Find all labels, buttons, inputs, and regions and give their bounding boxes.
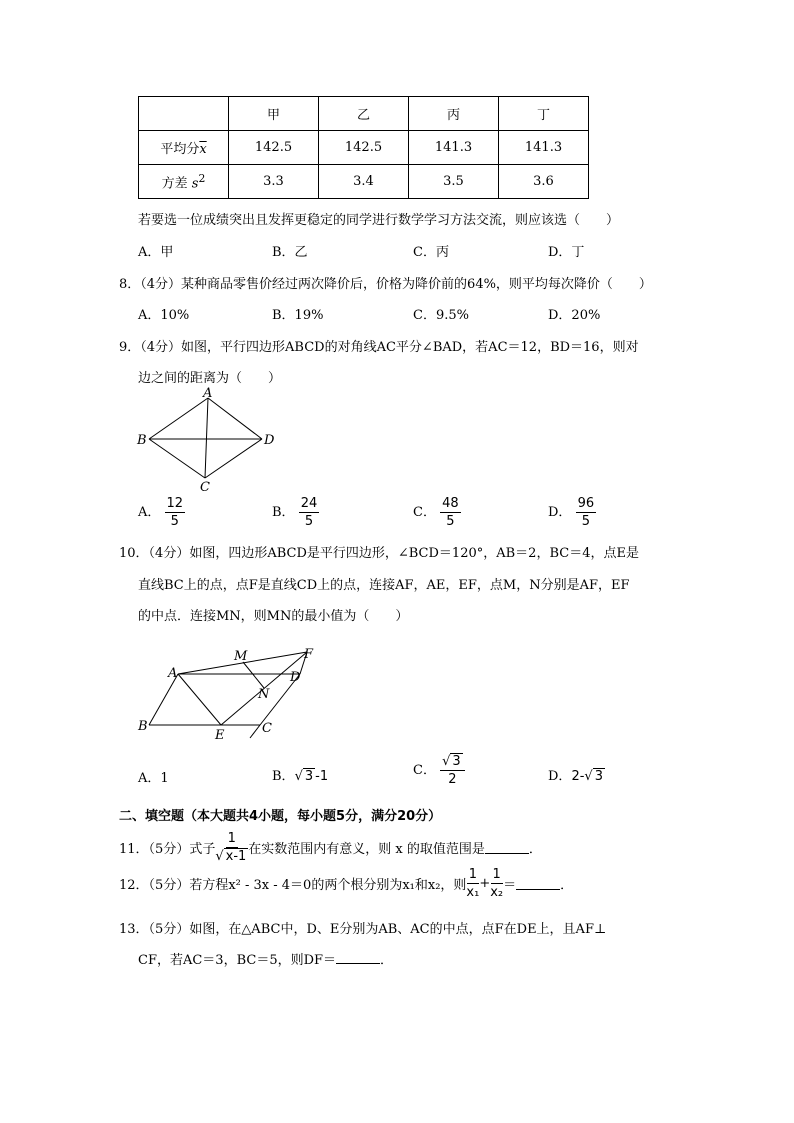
q9-label-c: C <box>200 480 210 494</box>
q7-option-a: A．甲 <box>138 245 174 260</box>
option-letter: B． <box>272 769 295 784</box>
fraction <box>440 497 461 528</box>
q9-option-c <box>413 497 461 528</box>
option-letter: D． <box>548 505 572 520</box>
q12-end: ． <box>560 878 574 893</box>
q13-line1: 13．（5分）如图，在△ABC中，D、E分别为AB、AC的中点，点F在DE上，且AF⊥ <box>119 922 607 937</box>
answer-blank[interactable] <box>485 841 529 854</box>
table-cell: 3.3 <box>229 165 319 199</box>
q8-text: 8．（4分）某种商品零售价经过两次降价后，价格为降价前的64%，则平均每次降价（ ） <box>119 277 652 292</box>
table-header-cell: 乙 <box>319 97 409 131</box>
q12-pre: 12．（5分）若方程x² - 3x - 4＝0的两个根分别为x₁和x₂，则 <box>119 878 467 893</box>
table-header-cell: 丁 <box>499 97 589 131</box>
q11-pre: 11．（5分）式子 <box>119 842 216 857</box>
q10-option-b <box>272 765 328 784</box>
q10-label-f: F <box>304 647 314 662</box>
q13-end: ． <box>380 953 394 968</box>
table-cell: 142.5 <box>229 131 319 165</box>
q9-option-b <box>272 497 319 528</box>
table-row <box>139 131 589 165</box>
fraction-den: 5 <box>304 514 314 529</box>
q10-label-m: M <box>234 649 248 664</box>
q10-option-d <box>548 765 605 784</box>
fraction-den: 5 <box>170 514 179 529</box>
sqrt-expression: √ 3 -1 <box>294 769 329 784</box>
fraction <box>299 497 320 528</box>
q10-label-b: B <box>138 719 148 734</box>
row-label-var: $\overline{x}$ <box>199 142 207 157</box>
radicand: x-1 <box>225 849 247 864</box>
fraction <box>215 832 248 863</box>
table-cell: 3.4 <box>319 165 409 199</box>
fraction-den: 5 <box>581 514 590 529</box>
fraction-num: 1 <box>227 831 236 846</box>
radicand: 3 <box>594 769 603 784</box>
row-label-sup: 2 <box>198 171 206 185</box>
q9-label-a: A <box>203 386 213 401</box>
fraction-num: 12 <box>166 496 184 511</box>
q7-text: 若要选一位成绩突出且发挥更稳定的同学进行数学学习方法交流，则应该选（ ） <box>138 213 620 228</box>
q9-option-a <box>138 497 185 528</box>
radicand: 3 <box>304 769 314 784</box>
table-cell: 141.3 <box>499 131 589 165</box>
q10-label-c: C <box>262 721 272 736</box>
option-letter: A． <box>138 505 161 520</box>
q10-line2: 直线BC上的点，点F是直线CD上的点，连接AF，AE，EF，点M，N分别是AF，EF <box>138 578 630 593</box>
fraction <box>440 755 465 786</box>
fraction <box>466 868 479 899</box>
table-row <box>139 165 589 199</box>
fraction <box>490 868 503 899</box>
q10-label-e: E <box>215 728 225 743</box>
fraction-num: √ 3 <box>440 755 465 771</box>
option-letter: C． <box>413 763 436 778</box>
option-letter: C． <box>413 505 436 520</box>
table-header-row <box>139 97 589 131</box>
fraction-num: 48 <box>442 496 459 511</box>
table-cell: 142.5 <box>319 131 409 165</box>
radicand: 3 <box>452 754 461 769</box>
sqrt-expression: 2-√ 3 <box>571 769 603 784</box>
q13-line2 <box>138 949 393 968</box>
q11-end: ． <box>528 842 542 857</box>
q11-line <box>119 832 542 863</box>
fraction-num: 96 <box>577 496 595 511</box>
q10-figure <box>134 640 324 750</box>
expr-rest: -1 <box>315 769 329 784</box>
table-header-cell: 丙 <box>409 97 499 131</box>
q10-label-n: N <box>258 687 270 702</box>
q8-option-d: D．20% <box>548 308 601 323</box>
q7-option-b: B．乙 <box>272 245 308 260</box>
q10-line3: 的中点．连接MN，则MN的最小值为（ ） <box>138 609 409 624</box>
section-heading: 二、填空题（本大题共4小题，每小题5分，满分20分） <box>119 809 442 824</box>
table-header-cell <box>139 97 229 131</box>
fraction <box>165 497 186 528</box>
q8-option-a: A．10% <box>138 308 190 323</box>
fraction <box>576 497 597 528</box>
option-value: 1 <box>160 771 169 786</box>
option-letter: B． <box>272 505 295 520</box>
answer-blank[interactable] <box>336 951 380 964</box>
q9-line2: 边之间的距离为（ ） <box>138 371 282 386</box>
score-table <box>138 96 589 199</box>
table-header-cell: 甲 <box>229 97 319 131</box>
q10-label-d: D <box>290 670 301 685</box>
q8-option-b: B．19% <box>272 308 324 323</box>
fraction-num: 1 <box>468 867 477 882</box>
q10-option-a <box>138 767 169 786</box>
row-label-variance <box>139 165 229 199</box>
q9-option-d <box>548 497 596 528</box>
row-label-mean <box>139 131 229 165</box>
table-cell: 141.3 <box>409 131 499 165</box>
q9-line1: 9．（4分）如图，平行四边形ABCD的对角线AC平分∠BAD，若AC＝12，BD＝16，则对 <box>119 340 639 355</box>
equals-sign: ＝ <box>503 878 517 893</box>
q9-label-b: B <box>137 433 147 448</box>
fraction-den: 2 <box>448 772 457 787</box>
fraction-num: 1 <box>492 867 501 882</box>
fraction-den: √ x-1 <box>215 849 247 864</box>
answer-blank[interactable] <box>516 877 560 890</box>
q11-post: 在实数范围内有意义，则 x 的取值范围是 <box>248 842 485 857</box>
plus-sign: + <box>479 876 491 891</box>
option-letter: D． <box>548 769 572 784</box>
q10-label-a: A <box>168 666 178 681</box>
row-label-text: 平均分 <box>160 142 200 157</box>
q8-option-c: C．9.5% <box>413 308 469 323</box>
q10-option-c <box>413 755 465 786</box>
row-label-text: 方差 <box>161 176 192 192</box>
fraction-den: x₂ <box>490 885 504 900</box>
fraction-num: 24 <box>300 496 318 511</box>
q7-option-d: D．丁 <box>548 245 585 260</box>
option-letter: A． <box>138 771 161 786</box>
q10-line1: 10．（4分）如图，四边形ABCD是平行四边形，∠BCD＝120°，AB＝2，BC＝4，点E是 <box>119 546 639 561</box>
table-cell: 3.5 <box>409 165 499 199</box>
q9-figure <box>134 386 284 494</box>
q13-text: CF，若AC＝3，BC＝5，则DF＝ <box>138 953 337 968</box>
q9-label-d: D <box>264 433 275 448</box>
q12-line <box>119 868 573 899</box>
q7-option-c: C．丙 <box>413 245 449 260</box>
table-cell: 3.6 <box>499 165 589 199</box>
row-label-var: s <box>191 176 199 192</box>
expr-pre: 2- <box>571 769 585 784</box>
fraction-den: x₁ <box>466 885 480 900</box>
fraction-den: 5 <box>446 514 455 529</box>
